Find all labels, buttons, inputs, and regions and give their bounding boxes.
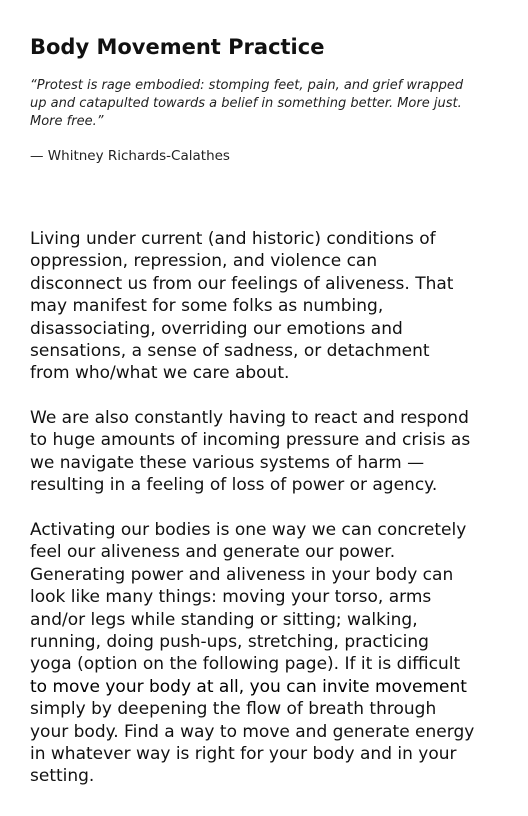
paragraph-line: to move your body at all, you can invite movement xyxy=(30,676,467,697)
paragraph-line: to huge amounts of incoming pressure and crisis as xyxy=(30,430,471,451)
paragraph-line: your body. Find a way to move and generate energy xyxy=(30,721,475,742)
paragraph-line: Generating power and aliveness in your body can xyxy=(30,564,454,585)
paragraph-line: oppression, repression, and violence can xyxy=(30,251,378,272)
paragraph-line: disassociating, overriding our emotions and xyxy=(30,318,403,339)
paragraph-line: resulting in a feeling of loss of power or agency. xyxy=(30,475,438,496)
body-paragraph xyxy=(30,407,520,497)
quote-attribution: — Whitney Richards-Calathes xyxy=(30,148,230,164)
paragraph-line: running, doing push-ups, stretching, practicing xyxy=(30,632,429,653)
paragraph-line: and/or legs while standing or sitting; walking, xyxy=(30,609,418,630)
paragraph-line: Living under current (and historic) conditions of xyxy=(30,229,436,249)
paragraph-line: simply by deepening the flow of breath through xyxy=(30,699,437,720)
body-paragraph xyxy=(30,519,520,788)
paragraph-line: may manifest for some folks as numbing, xyxy=(30,296,384,317)
quote-line: More free.” xyxy=(30,114,104,129)
page-title: Body Movement Practice xyxy=(30,35,325,59)
paragraph-line: We are also constantly having to react and respond xyxy=(30,408,469,428)
paragraph-line: disconnect us from our feelings of aliveness. That xyxy=(30,273,454,294)
paragraph-line: feel our aliveness and generate our power. xyxy=(30,542,396,563)
paragraph-line: in whatever way is right for your body and in your xyxy=(30,744,457,765)
paragraph-line: setting. xyxy=(30,766,95,787)
quote-line: up and catapulted towards a belief in something better. More just. xyxy=(30,96,462,111)
paragraph-line: we navigate these various systems of harm — xyxy=(30,452,425,473)
epigraph-quote xyxy=(30,77,514,131)
paragraph-line: from who/what we care about. xyxy=(30,363,290,384)
body-paragraph xyxy=(30,228,520,385)
paragraph-line: sensations, a sense of sadness, or detachment xyxy=(30,341,430,362)
paragraph-line: look like many things: moving your torso, arms xyxy=(30,587,432,608)
quote-line: “Protest is rage embodied: stomping feet, pain, and grief wrapped xyxy=(30,78,464,93)
paragraph-line: yoga (option on the following page). If it is difficult xyxy=(30,654,461,675)
paragraph-line: Activating our bodies is one way we can concretely xyxy=(30,520,467,540)
